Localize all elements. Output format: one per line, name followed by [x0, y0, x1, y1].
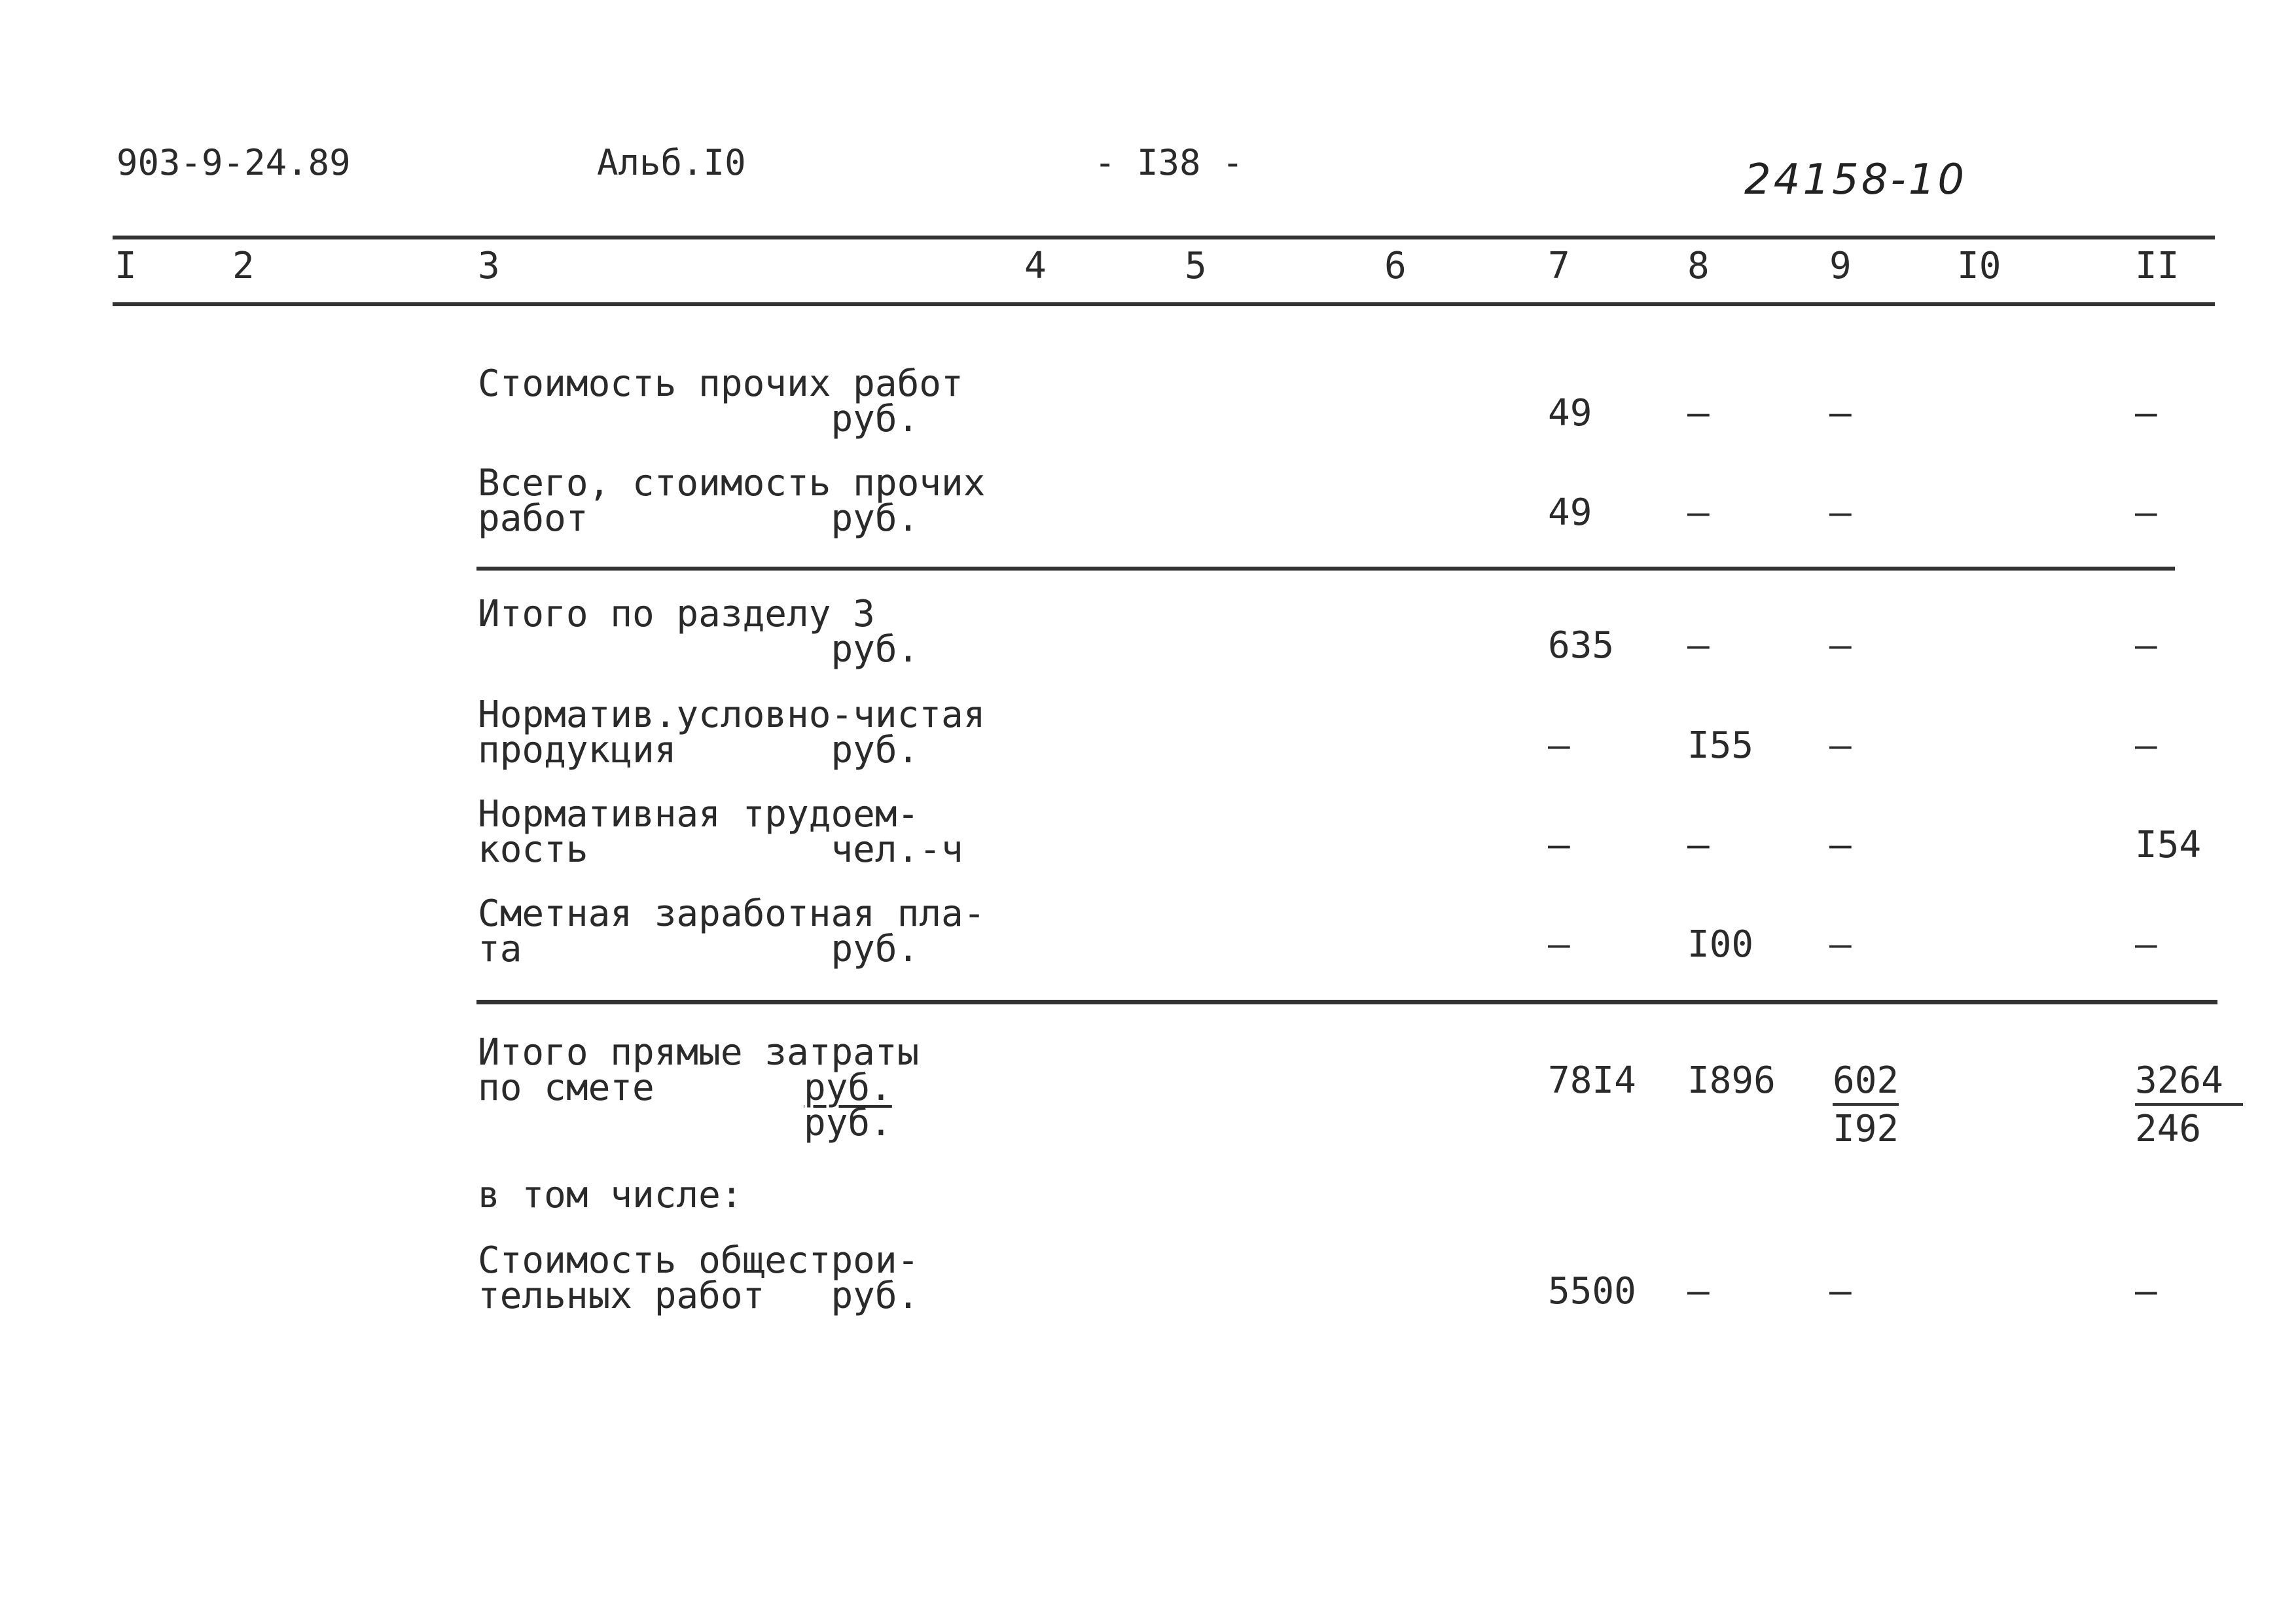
table-header-rule — [113, 302, 2215, 306]
table-row-label: Стоимость общестрои- тельных работ руб. — [478, 1239, 920, 1317]
cell-col11: I54 — [2135, 824, 2202, 866]
page-number: - I38 - — [1094, 142, 1244, 183]
unit-label: руб. — [804, 1067, 892, 1109]
table-row-label: Всего, стоимость прочих работ руб. — [478, 462, 986, 540]
cell-col9-denominator: I92 — [1833, 1108, 1899, 1150]
column-number-1: I — [115, 245, 137, 287]
album-label: Альб.I0 — [597, 142, 746, 183]
column-number-7: 7 — [1548, 245, 1570, 287]
cell-col11: – — [2135, 1270, 2157, 1313]
cell-col8: – — [1687, 1270, 1710, 1313]
cell-col11: – — [2135, 624, 2157, 667]
cell-col7: 635 — [1548, 624, 1615, 667]
cell-col7: 49 — [1548, 392, 1592, 434]
cell-col7: 78I4 — [1548, 1059, 1636, 1102]
column-number-5: 5 — [1185, 245, 1207, 287]
column-number-11: II — [2135, 245, 2179, 287]
cell-col8: I896 — [1687, 1059, 1776, 1102]
cell-col8: I55 — [1687, 724, 1754, 767]
cell-col8: – — [1687, 824, 1710, 866]
section-divider — [476, 1000, 2217, 1004]
cell-col11: – — [2135, 392, 2157, 434]
cell-col8: – — [1687, 491, 1710, 534]
cell-col11-numerator: 3264 — [2135, 1060, 2243, 1102]
column-number-3: 3 — [478, 245, 500, 287]
cell-col7: – — [1548, 923, 1570, 966]
cell-col8: – — [1687, 392, 1710, 434]
column-number-8: 8 — [1687, 245, 1710, 287]
table-row-label: Итого прямые затраты — [478, 1031, 920, 1074]
table-row-label: Сметная заработная пла- та руб. — [478, 892, 986, 970]
cell-col9: – — [1829, 724, 1852, 767]
column-number-6: 6 — [1384, 245, 1407, 287]
cell-col11: – — [2135, 923, 2157, 966]
cell-col11: – — [2135, 724, 2157, 767]
table-row-label: Норматив.условно-чистая продукция руб. — [478, 694, 986, 771]
cell-col7: 5500 — [1548, 1270, 1636, 1313]
table-row-label: Нормативная трудоем- кость чел.-ч — [478, 793, 963, 871]
cell-col8: – — [1687, 624, 1710, 667]
cell-col9: – — [1829, 1270, 1852, 1313]
column-number-2: 2 — [232, 245, 255, 287]
column-number-9: 9 — [1829, 245, 1852, 287]
table-row-label: Стоимость прочих работ руб. — [478, 362, 963, 440]
cell-col11: – — [2135, 491, 2157, 534]
handwritten-code: 24158-10 — [1744, 156, 1967, 204]
cell-col8: I00 — [1687, 923, 1754, 966]
table-row-label: в том числе: — [478, 1174, 743, 1216]
cell-col9: – — [1829, 392, 1852, 434]
unit-label: руб. — [804, 1102, 892, 1144]
column-number-4: 4 — [1024, 245, 1047, 287]
table-row-label: по смете — [478, 1067, 655, 1109]
table-top-rule — [113, 236, 2215, 239]
cell-col11-denominator: 246 — [2135, 1108, 2202, 1150]
cell-col9: – — [1829, 624, 1852, 667]
column-number-10: I0 — [1957, 245, 2001, 287]
cell-col9: – — [1829, 923, 1852, 966]
cell-col9: – — [1829, 491, 1852, 534]
cell-col7: – — [1548, 824, 1570, 866]
cell-col7: – — [1548, 724, 1570, 767]
cell-col7: 49 — [1548, 491, 1592, 534]
doc-code: 903-9-24.89 — [117, 142, 351, 183]
cell-col9: – — [1829, 824, 1852, 866]
cell-col9-numerator: 602 — [1833, 1060, 1899, 1102]
table-row-label: Итого по разделу 3 руб. — [478, 593, 920, 671]
section-divider — [476, 567, 2175, 571]
